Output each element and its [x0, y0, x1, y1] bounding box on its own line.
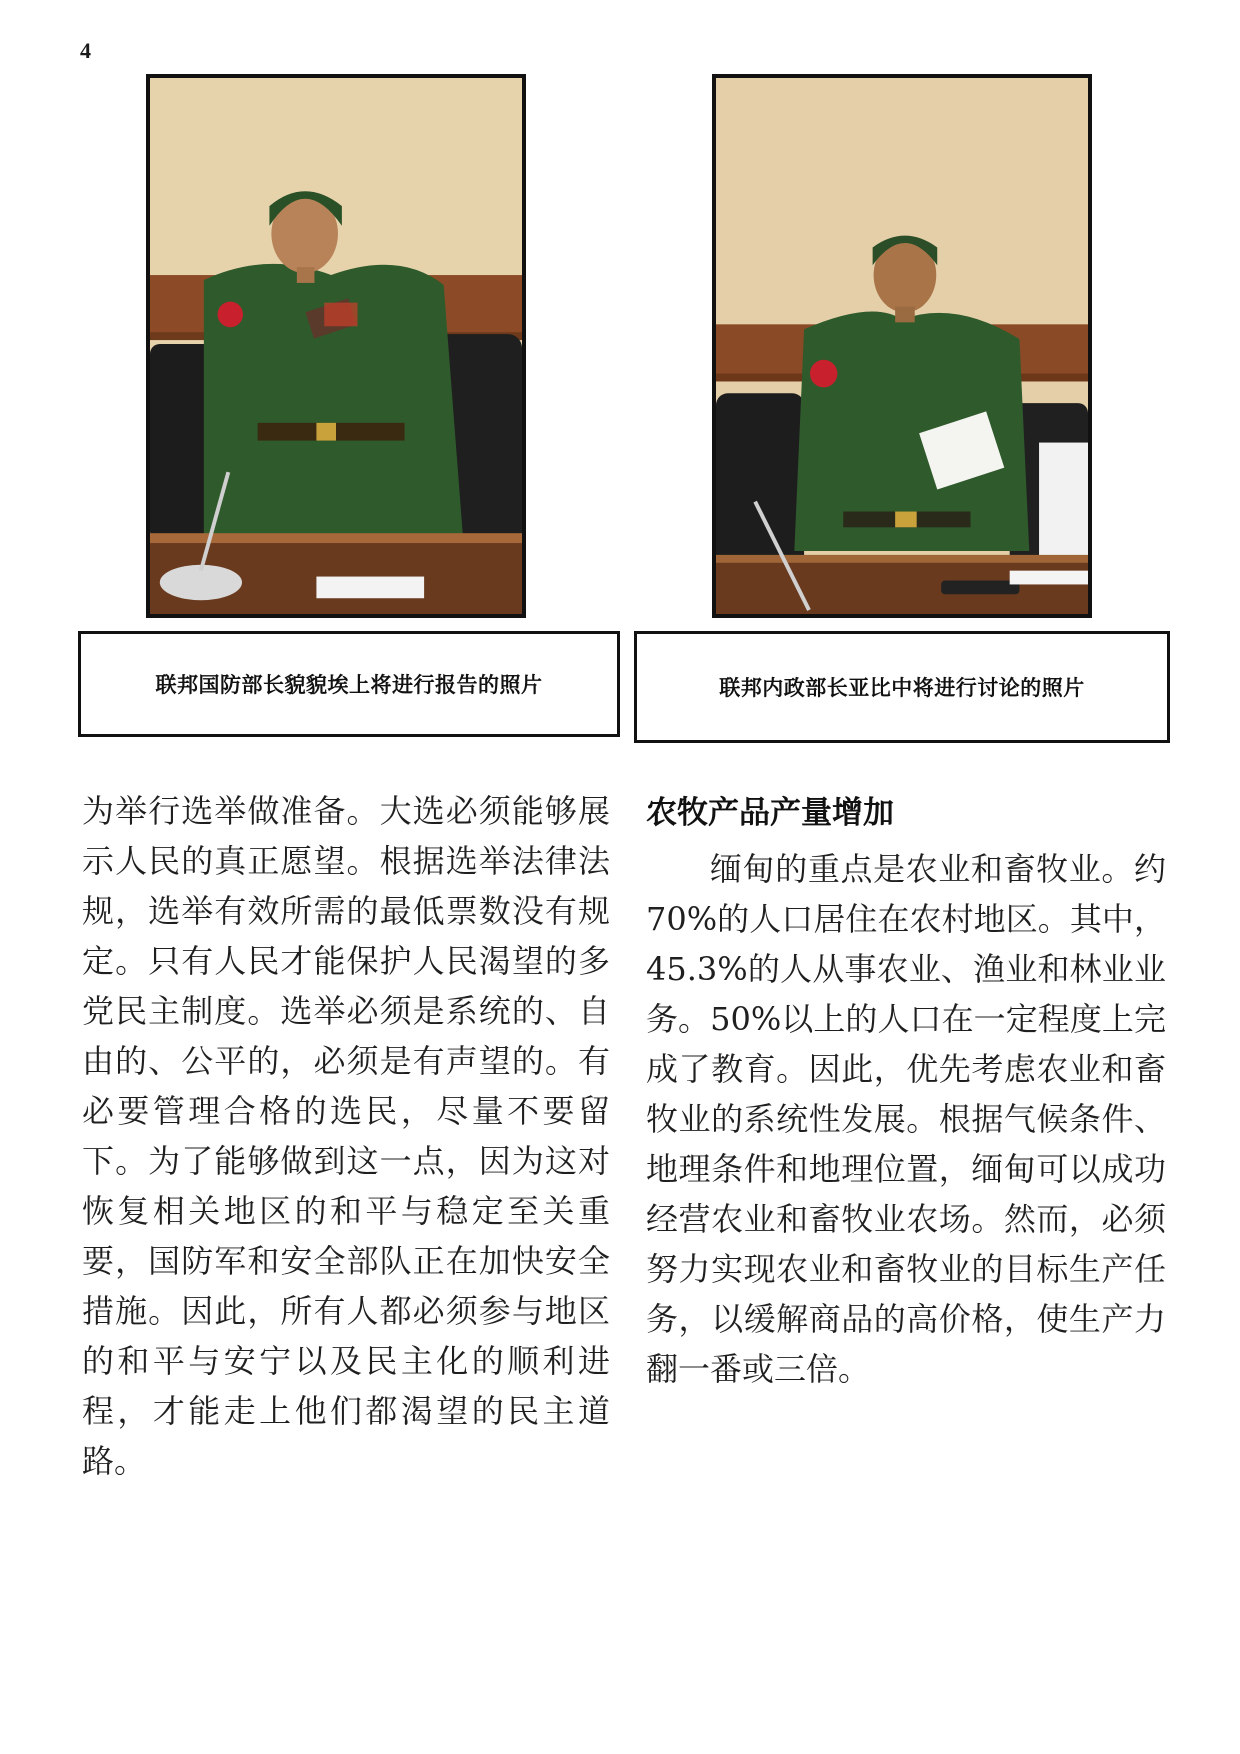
right-column: [646, 786, 1166, 1394]
photo-defense-minister: [146, 74, 526, 618]
photo-caption-right: 联邦内政部长亚比中将进行讨论的照片: [634, 631, 1170, 743]
photo-home-affairs-minister: [712, 74, 1092, 618]
photo-caption-left: 联邦国防部长貌貌埃上将进行报告的照片: [78, 631, 620, 737]
right-column-paragraph: 缅甸的重点是农业和畜牧业。约70%的人口居住在农村地区。其中，45.3%的人从事农业、渔业和林业业务。50%以上的人口在一定程度上完成了教育。因此，优先考虑农业和畜牧业的系统性发展。根据气候条件、地理条件和地理位置，缅甸可以成功经营农业和畜牧业农场。然而，必须努力实现农业和畜牧业的目标生产任务，以缓解商品的高价格，使生产力翻一番或三倍。: [646, 850, 1166, 1388]
left-column: [82, 786, 610, 1486]
page-number: 4: [80, 38, 91, 63]
left-column-paragraph: 为举行选举做准备。大选必须能够展示人民的真正愿望。根据选举法律法规，选举有效所需的最低票数没有规定。只有人民才能保护人民渴望的多党民主制度。选举必须是系统的、自由的、公平的，必须是有声望的。有必要管理合格的选民，尽量不要留下。为了能够做到这一点，因为这对恢复相关地区的和平与稳定至关重要，国防军和安全部队正在加快安全措施。因此，所有人都必须参与地区的和平与安宁以及民主化的顺利进程，才能走上他们都渴望的民主道路。: [82, 792, 610, 1480]
section-heading: 农牧产品产量增加: [646, 795, 894, 831]
